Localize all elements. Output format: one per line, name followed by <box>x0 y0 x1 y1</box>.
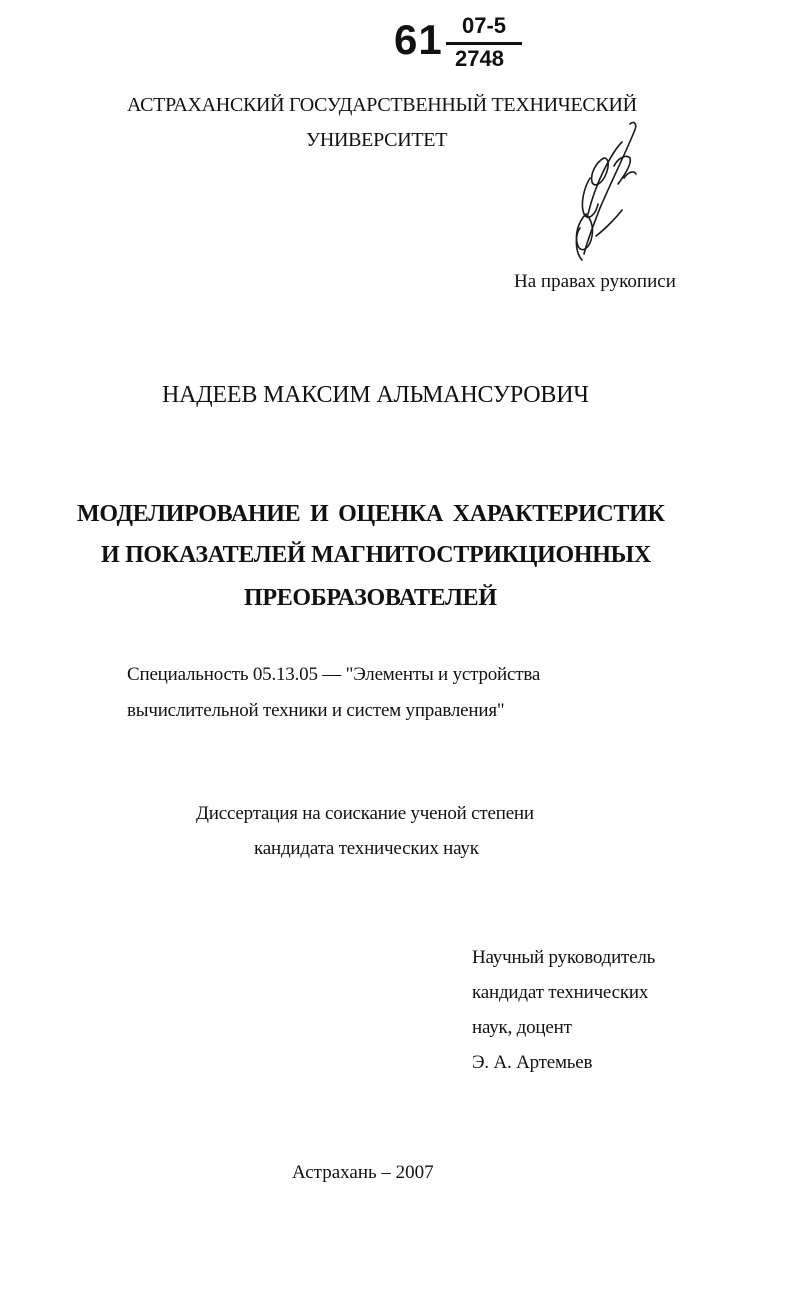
thesis-title-line2: И ПОКАЗАТЕЛЕЙ МАГНИТОСТРИКЦИОННЫХ <box>101 542 651 568</box>
thesis-title-line1: МОДЕЛИРОВАНИЕ И ОЦЕНКА ХАРАКТЕРИСТИК <box>77 501 665 527</box>
city-year: Астрахань – 2007 <box>292 1162 434 1183</box>
rights-note: На правах рукописи <box>514 271 676 292</box>
specialty-line2: вычислительной техники и систем управления" <box>127 700 505 721</box>
stamp-fraction-top: 07-5 <box>462 13 507 38</box>
supervisor-line2: кандидат технических <box>472 982 649 1003</box>
supervisor-line3: наук, доцент <box>472 1017 572 1038</box>
signature-icon <box>560 118 650 268</box>
supervisor-line1: Научный руководитель <box>472 947 656 968</box>
specialty-line1: Специальность 05.13.05 — "Элементы и устройства <box>127 664 541 685</box>
supervisor-name: Э. А. Артемьев <box>472 1052 593 1073</box>
author-name: НАДЕЕВ МАКСИМ АЛЬМАНСУРОВИЧ <box>162 382 589 408</box>
university-name-line1: АСТРАХАНСКИЙ ГОСУДАРСТВЕННЫЙ ТЕХНИЧЕСКИЙ <box>127 94 637 116</box>
dissertation-line2: кандидата технических наук <box>254 838 479 859</box>
university-name-line2: УНИВЕРСИТЕТ <box>306 129 448 151</box>
stamp-fraction-line <box>446 42 522 45</box>
stamp-fraction-bottom: 2748 <box>455 46 504 71</box>
thesis-title-line3: ПРЕОБРАЗОВАТЕЛЕЙ <box>244 585 497 611</box>
stamp-number: 61 <box>394 16 443 63</box>
dissertation-line1: Диссертация на соискание ученой степени <box>196 803 534 824</box>
